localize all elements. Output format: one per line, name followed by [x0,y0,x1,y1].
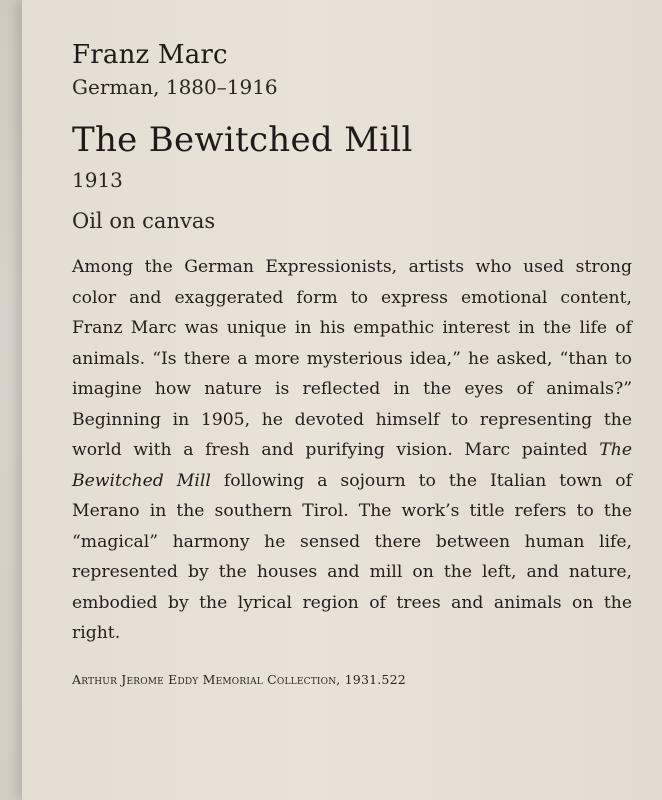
artist-nationality-dates: German, 1880–1916 [72,75,278,99]
credit-line: Arthur Jerome Eddy Memorial Collection, 1931.522 [72,671,406,687]
artwork-description [72,252,632,649]
description-italic-title: The Bewitched Mill [72,440,632,491]
museum-label-plaque [22,0,662,800]
artist-name: Franz Marc [72,40,228,70]
description-text-part-1: Among the German Expressionists, artists who used strong color and exaggerated form to express emotional content, Franz Marc was unique in his empathic interest in the life of animals. “Is there a more mysterious idea,” he asked, “than to imagine how nature is reflected in the eyes of animals?” Beginning in 1905, he devoted himself to representing the world with a fresh and purifying vision. Marc painted [72,257,632,460]
artwork-title: The Bewitched Mill [72,120,413,160]
artwork-year: 1913 [72,168,123,192]
artwork-medium: Oil on canvas [72,209,216,233]
description-text-part-2: following a sojourn to the Italian town of Merano in the southern Tirol. The work’s title refers to the “magical” harmony he sensed there between human life, represented by the houses and mill on the left, and nature, embodied by the lyrical region of trees and animals on the right. [72,470,632,643]
label-content [72,40,632,689]
